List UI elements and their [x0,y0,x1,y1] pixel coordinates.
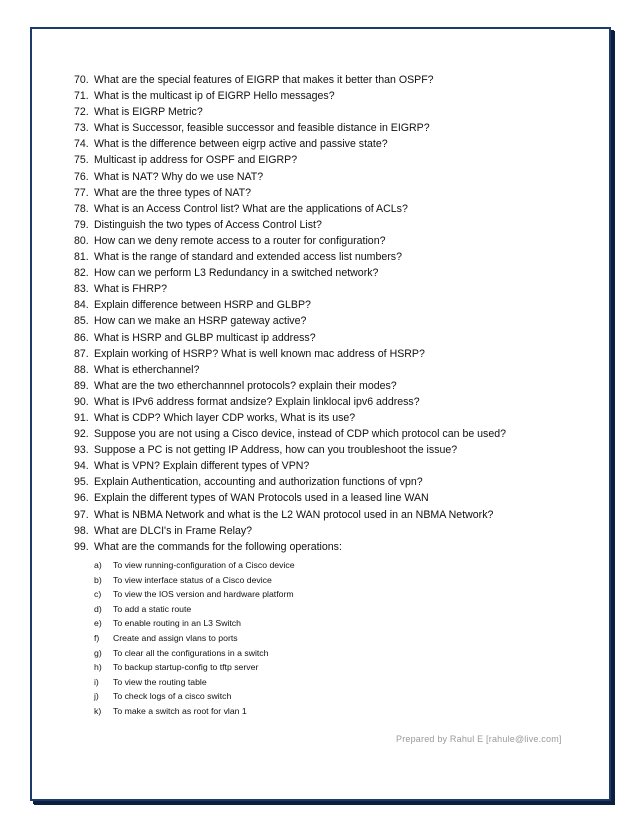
question-item [74,410,594,426]
command-letter: i) [94,676,99,687]
command-item [94,602,574,617]
question-text: What is VPN? Explain different types of VPN? [94,460,310,473]
question-list [74,72,594,555]
question-item [74,426,594,442]
question-number: 79. [74,218,89,231]
question-text: Suppose you are not using a Cisco device, instead of CDP which protocol can be used? [94,428,507,441]
question-text: What is the range of standard and extended access list numbers? [94,251,402,264]
question-number: 91. [74,411,89,424]
question-text: Explain the different types of WAN Protocols used in a leased line WAN [94,492,429,505]
command-letter: a) [94,560,102,570]
question-number: 81. [74,251,89,264]
command-text: To clear all the configurations in a switch [113,647,269,658]
question-text: What is IPv6 address format andsize? Explain linklocal ipv6 address? [94,395,420,408]
question-item [74,104,594,120]
question-text: How can we make an HSRP gateway active? [94,315,307,328]
question-item [74,249,594,265]
question-item [74,88,594,104]
question-text: What is the difference between eigrp active and passive state? [94,138,388,151]
command-letter: e) [94,618,102,629]
command-item [94,660,574,675]
command-letter: c) [94,589,102,600]
question-number: 98. [74,524,89,537]
question-text: What is NAT? Why do we use NAT? [94,170,264,183]
question-number: 78. [74,202,89,215]
command-item [94,573,574,588]
question-number: 88. [74,363,89,376]
command-text: To backup startup-config to tftp server [113,662,259,673]
question-number: 95. [74,476,89,489]
question-number: 74. [74,138,89,151]
question-item [74,72,594,88]
question-item [74,523,594,539]
question-number: 75. [74,154,89,167]
question-text: How can we perform L3 Redundancy in a switched network? [94,267,379,280]
command-text: To enable routing in an L3 Switch [113,618,241,629]
question-item [74,490,594,506]
question-item [74,539,594,555]
command-text: To view the IOS version and hardware platform [113,589,294,600]
question-item [74,217,594,233]
question-text: What are DLCI's in Frame Relay? [94,524,253,537]
command-item [94,558,574,573]
question-text: What is etherchannel? [94,363,200,376]
question-text: How can we deny remote access to a router for configuration? [94,234,386,247]
question-text: What are the two etherchannnel protocols? explain their modes? [94,379,397,392]
command-text: To make a switch as root for vlan 1 [113,705,247,716]
command-item [94,587,574,602]
command-text: To check logs of a cisco switch [113,691,232,702]
question-text: Explain Authentication, accounting and authorization functions of vpn? [94,476,423,489]
question-item [74,297,594,313]
question-number: 90. [74,395,89,408]
question-text: Suppose a PC is not getting IP Address, how can you troubleshoot the issue? [94,444,458,457]
question-number: 96. [74,492,89,505]
question-item [74,394,594,410]
question-number: 89. [74,379,89,392]
question-text: What is CDP? Which layer CDP works, What is its use? [94,411,356,424]
question-text: What are the special features of EIGRP that makes it better than OSPF? [94,74,434,86]
question-number: 73. [74,122,89,135]
question-text: What is FHRP? [94,283,167,296]
question-item [74,378,594,394]
question-item [74,362,594,378]
question-item [74,136,594,152]
command-letter: j) [94,691,99,702]
command-item [94,631,574,646]
question-number: 87. [74,347,89,360]
question-number: 70. [74,74,89,86]
question-item [74,507,594,523]
question-text: What is EIGRP Metric? [94,106,203,119]
question-number: 80. [74,234,89,247]
command-sublist [94,558,574,719]
command-letter: f) [94,632,100,643]
command-item [94,616,574,631]
question-item [74,201,594,217]
question-number: 92. [74,428,89,441]
command-letter: g) [94,647,102,658]
question-text: What is Successor, feasible successor and feasible distance in EIGRP? [94,122,430,135]
question-item [74,233,594,249]
question-number: 99. [74,540,89,553]
question-number: 97. [74,508,89,521]
question-item [74,474,594,490]
question-text: What is NBMA Network and what is the L2 WAN protocol used in an NBMA Network? [94,508,494,521]
command-text: To view the routing table [113,676,207,687]
question-text: Explain difference between HSRP and GLBP? [94,299,311,312]
question-item [74,265,594,281]
question-number: 71. [74,90,89,103]
question-number: 82. [74,267,89,280]
question-item [74,152,594,168]
command-letter: k) [94,705,102,716]
question-item [74,330,594,346]
question-text: What is an Access Control list? What are the applications of ACLs? [94,202,408,215]
question-text: Explain working of HSRP? What is well known mac address of HSRP? [94,347,425,360]
command-letter: d) [94,603,102,614]
command-letter: h) [94,662,102,673]
command-letter: b) [94,574,102,585]
question-item [74,120,594,136]
question-number: 83. [74,283,89,296]
question-item [74,313,594,329]
question-item [74,185,594,201]
question-text: What is the multicast ip of EIGRP Hello messages? [94,90,335,103]
command-item [94,704,574,719]
question-number: 72. [74,106,89,119]
question-item [74,346,594,362]
command-item [94,646,574,661]
command-item [94,675,574,690]
command-text: Create and assign vlans to ports [113,632,238,643]
footer-credit: Prepared by Rahul E [rahule@live.com] [396,734,562,744]
command-text: To view interface status of a Cisco device [113,574,272,585]
command-item [94,689,574,704]
question-text: What are the three types of NAT? [94,186,252,199]
question-number: 76. [74,170,89,183]
command-text: To view running-configuration of a Cisco device [113,560,295,570]
question-item [74,458,594,474]
command-text: To add a static route [113,603,192,614]
question-item [74,169,594,185]
question-number: 85. [74,315,89,328]
question-number: 93. [74,444,89,457]
question-item [74,281,594,297]
question-number: 84. [74,299,89,312]
question-item [74,442,594,458]
question-text: Multicast ip address for OSPF and EIGRP? [94,154,298,167]
question-number: 77. [74,186,89,199]
question-text: What is HSRP and GLBP multicast ip address? [94,331,316,344]
question-number: 86. [74,331,89,344]
question-text: Distinguish the two types of Access Control List? [94,218,322,231]
question-text: What are the commands for the following operations: [94,540,342,553]
question-number: 94. [74,460,89,473]
